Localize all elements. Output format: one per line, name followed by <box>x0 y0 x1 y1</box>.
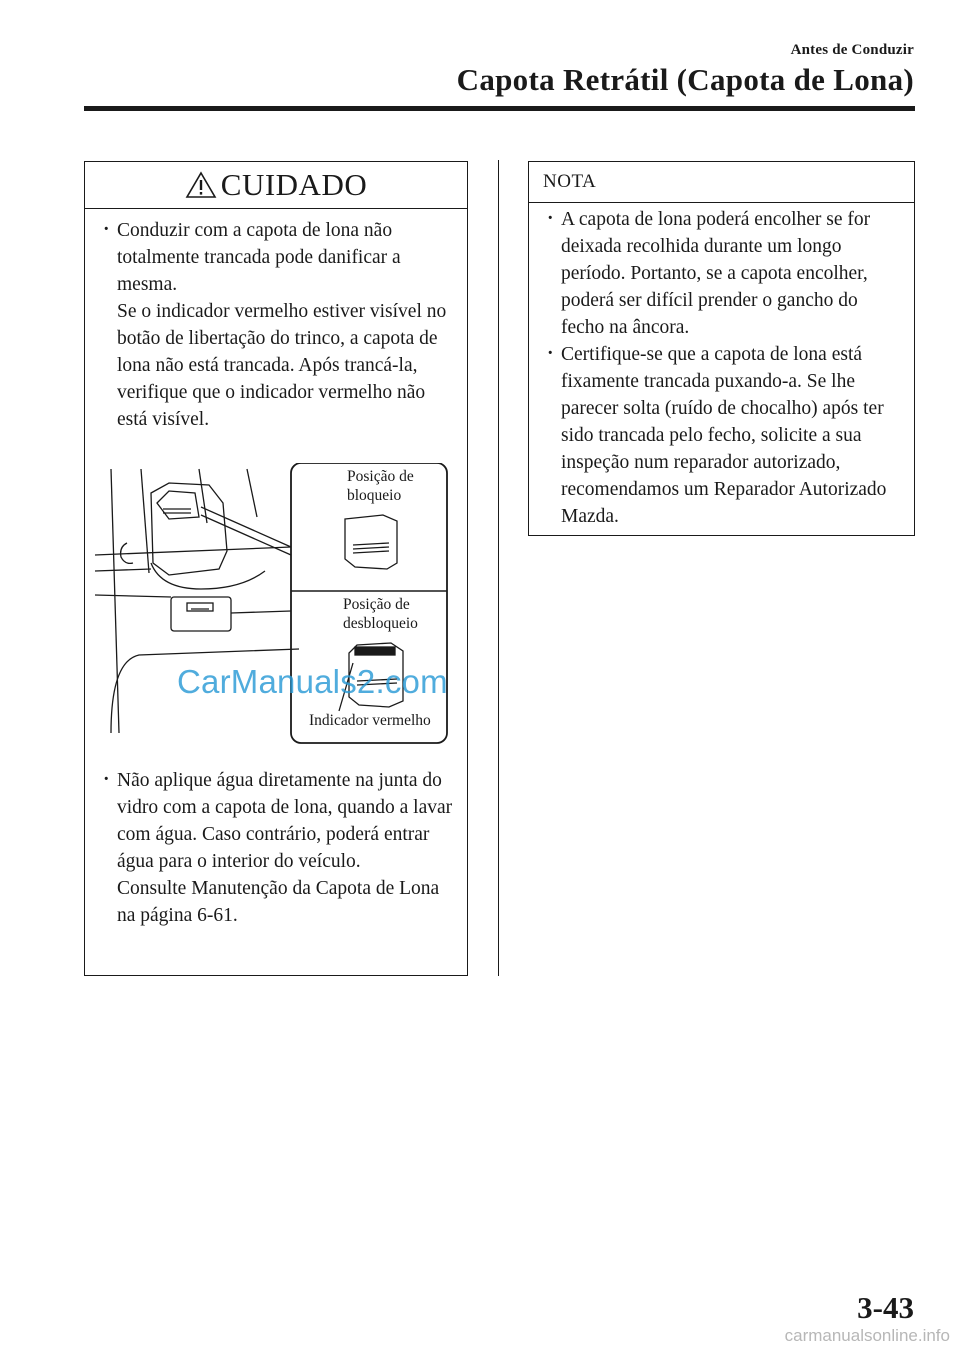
page-number: 3-43 <box>857 1290 914 1325</box>
column-divider <box>498 160 499 976</box>
warning-triangle-icon <box>185 171 217 199</box>
caution-header <box>85 162 467 209</box>
caution-paragraph: · Conduzir com a capota de lona não totalmente trancada pode danificar a mesma. <box>117 220 401 295</box>
caution-box <box>84 161 468 976</box>
label-unlocked-position: Posição de desbloqueio <box>343 596 418 632</box>
note-item: · Certifique-se que a capota de lona está fixamente trancada puxando-a. Se lhe parecer solta (ruído de chocalho) após ter sido trancada pelo fecho, solicite a sua inspeção num reparador autorizado, recomendamos um Reparador Autorizado Mazda. <box>545 341 904 530</box>
note-item: · A capota de lona poderá encolher se for deixada recolhida durante um longo período. Portanto, se a capota encolher, poderá ser difícil prender o gancho do fecho na âncora. <box>545 206 904 341</box>
note-box <box>528 161 915 536</box>
caution-paragraph: Se o indicador vermelho estiver visível no botão de libertação do trinco, a capota de lona não está trancada. Após trancá-la, verifique que o indicador vermelho não está visível. <box>117 301 447 430</box>
caution-body <box>85 209 467 929</box>
caution-title: CUIDADO <box>220 167 368 202</box>
footer-watermark: carmanualsonline.info <box>784 1326 950 1345</box>
chapter-title: Capota Retrátil (Capota de Lona) <box>456 62 914 97</box>
caution-paragraph: · Não aplique água diretamente na junta do vidro com a capota de lona, quando a lavar com água. Caso contrário, poderá entrar água para o interior do veículo. <box>117 770 453 872</box>
note-body <box>529 203 914 530</box>
label-red-indicator: Indicador vermelho <box>309 712 431 729</box>
caution-item <box>101 217 453 433</box>
caution-item <box>101 767 453 929</box>
section-label: Antes de Conduzir <box>790 42 914 58</box>
caution-paragraph: Consulte Manutenção da Capota de Lona na página 6-61. <box>117 878 440 926</box>
latch-figure <box>91 463 451 747</box>
header-rule <box>84 106 915 111</box>
note-title: NOTA <box>529 162 914 203</box>
label-locked-position: Posição de bloqueio <box>347 468 414 504</box>
watermark-logo: CarManuals2.com <box>177 663 448 700</box>
